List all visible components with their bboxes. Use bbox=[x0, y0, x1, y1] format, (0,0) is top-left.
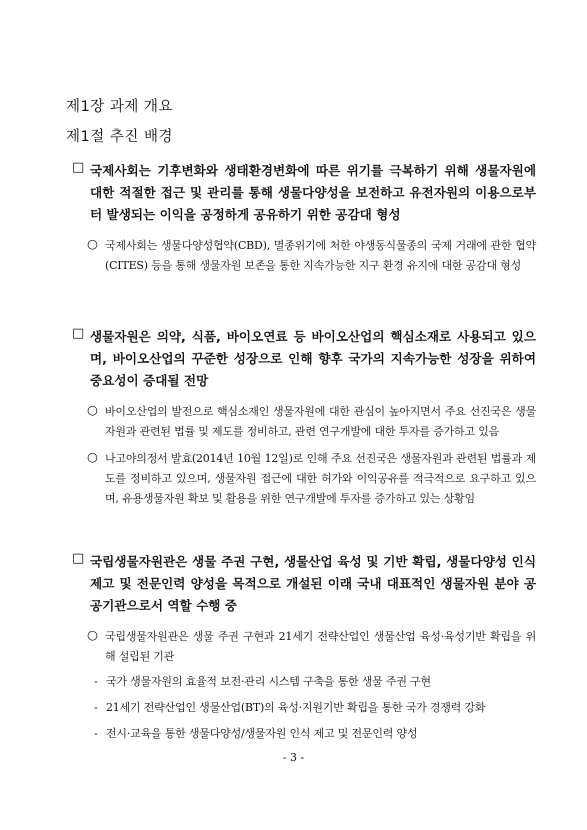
circle-item bbox=[66, 402, 536, 442]
square-item bbox=[66, 326, 536, 392]
circle-bullet: ○ bbox=[87, 236, 98, 251]
section-title: 제1절 추진 배경 bbox=[66, 129, 173, 145]
chapter-title: 제1장 과제 개요 bbox=[66, 99, 173, 115]
square-item-text: 생물자원은 의약, 식품, 바이오연료 등 바이오산업의 핵심소재로 사용되고 있으며, 바이오산업의 꾸준한 성장으로 인해 향후 국가의 지속가능한 성장을 위하여 중요성이 증대될 전망 bbox=[90, 329, 536, 388]
circle-item bbox=[66, 627, 536, 667]
square-bullet: □ bbox=[72, 551, 85, 566]
background-section-2 bbox=[66, 326, 536, 509]
circle-item-text: 바이오산업의 발전으로 핵심소재인 생물자원에 대한 관심이 높아지면서 주요 선진국은 생물자원과 관련된 법률 및 제도를 정비하고, 관련 연구개발에 대한 투자를 증가하고 있음 bbox=[105, 405, 536, 438]
circle-bullet: ○ bbox=[87, 402, 98, 417]
dash-item bbox=[66, 723, 536, 745]
background-section-3 bbox=[66, 551, 536, 745]
circle-item-text: 나고야의정서 발효(2014년 10월 12일)로 인해 주요 선진국은 생물자원과 관련된 법률과 제도를 정비하고 있으며, 생물자원 접근에 대한 허가와 이익공유를 적극적으로 요구하고 있으며, 유용생물자원 확보 및 활용을 위한 연구개발에 투자를 증가하고 있는 상황임 bbox=[105, 452, 536, 505]
circle-bullet: ○ bbox=[87, 449, 98, 464]
circle-item bbox=[66, 449, 536, 509]
circle-item-text: 국립생물자원관은 생물 주권 구현과 21세기 전략산업인 생물산업 육성·육성기반 확립을 위해 설립된 기관 bbox=[105, 630, 536, 663]
dash-item-text: 국가 생물자원의 효율적 보전·관리 시스템 구축을 통한 생물 주권 구현 bbox=[106, 675, 431, 688]
dash-bullet: - bbox=[94, 675, 98, 688]
square-bullet: □ bbox=[72, 160, 85, 175]
circle-item bbox=[66, 236, 536, 276]
square-item bbox=[66, 551, 536, 617]
dash-bullet: - bbox=[94, 727, 98, 740]
square-bullet: □ bbox=[72, 326, 85, 341]
dash-item-text: 21세기 전략산업인 생물산업(BT)의 육성·지원기반 확립을 통한 국가 경쟁력 강화 bbox=[106, 701, 486, 714]
background-section-1 bbox=[66, 160, 536, 276]
dash-bullet: - bbox=[94, 701, 98, 714]
square-item-text: 국제사회는 기후변화와 생태환경변화에 따른 위기를 극복하기 위해 생물자원에 대한 적절한 접근 및 관리를 통해 생물다양성을 보전하고 유전자원의 이용으로부터 발생되는 이익을 공정하게 공유하기 위한 공감대 형성 bbox=[90, 163, 536, 222]
square-item-text: 국립생물자원관은 생물 주권 구현, 생물산업 육성 및 기반 확립, 생물다양성 인식 제고 및 전문인력 양성을 목적으로 개설된 이래 국내 대표적인 생물자원 분야 공공기관으로서 역할 수행 중 bbox=[90, 554, 536, 613]
circle-item-text: 국제사회는 생물다양성협약(CBD), 멸종위기에 처한 야생동식물종의 국제 거래에 관한 협약(CITES) 등을 통해 생물자원 보존을 통한 지속가능한 지구 환경 유지에 대한 공감대 형성 bbox=[105, 239, 536, 272]
dash-item-text: 전시·교육을 통한 생물다양성/생물자원 인식 제고 및 전문인력 양성 bbox=[106, 727, 418, 740]
circle-bullet: ○ bbox=[87, 627, 98, 642]
square-item bbox=[66, 160, 536, 226]
page-number: - 3 - bbox=[282, 751, 305, 764]
dash-item bbox=[66, 697, 536, 719]
dash-item bbox=[66, 671, 536, 693]
